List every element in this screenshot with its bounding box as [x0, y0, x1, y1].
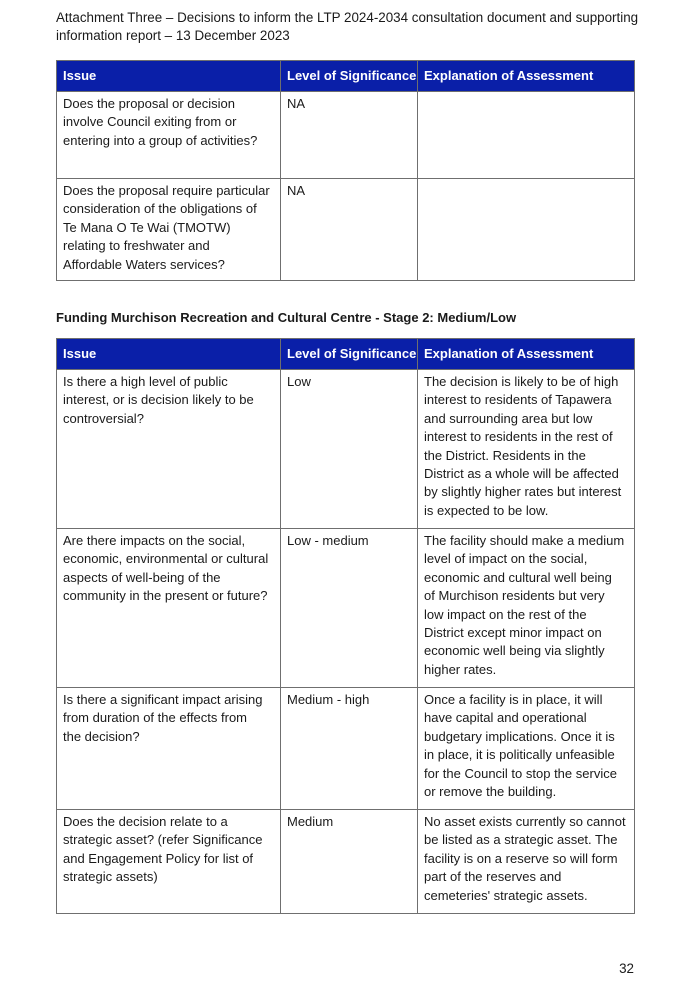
explanation-cell-line: District except minor impact on	[424, 625, 602, 641]
explanation-cell-line: No asset exists currently so cannot	[424, 814, 626, 829]
assessment-table-2	[56, 338, 635, 914]
explanation-cell-line: in place, it is politically unfeasible	[424, 747, 615, 763]
table-row	[57, 370, 635, 529]
issue-cell-line: Are there impacts on the social,	[63, 533, 246, 548]
issue-cell-line: relating to freshwater and	[63, 238, 210, 254]
issue-cell-line: consideration of the obligations of	[63, 201, 257, 217]
issue-cell	[57, 179, 281, 281]
level-cell: Low	[281, 370, 418, 529]
issue-cell-line: Te Mana O Te Wai (TMOTW)	[63, 219, 231, 235]
column-header-issue: Issue	[57, 339, 281, 370]
explanation-cell-line: the District. Residents in the	[424, 447, 586, 463]
table-row	[57, 529, 635, 688]
header-line-1: Attachment Three – Decisions to inform the LTP 2024-2034 consultation document and supporting	[56, 10, 639, 25]
section-title: Funding Murchison Recreation and Cultural Centre - Stage 2: Medium/Low	[56, 310, 517, 325]
table-2-body	[57, 370, 635, 914]
issue-cell	[57, 370, 281, 529]
explanation-cell	[418, 179, 635, 281]
header-line-2: information report – 13 December 2023	[56, 27, 290, 43]
explanation-cell-line: is expected to be low.	[424, 502, 549, 518]
issue-cell-line: Is there a high level of public	[63, 374, 228, 389]
issue-cell-line: involve Council exiting from or	[63, 114, 237, 130]
explanation-cell-line: interest to residents of Tapawera	[424, 392, 612, 408]
column-header-level: Level of Significance	[281, 339, 418, 370]
explanation-cell-line: The decision is likely to be of high	[424, 374, 619, 389]
explanation-cell-line: by slightly higher rates but interest	[424, 484, 622, 500]
column-header-explanation: Explanation of Assessment	[418, 339, 635, 370]
assessment-table-1	[56, 60, 635, 281]
issue-cell	[57, 688, 281, 810]
issue-cell-line: Does the proposal or decision	[63, 96, 235, 111]
table-row	[57, 810, 635, 914]
explanation-cell-line: part of the reserves and	[424, 869, 562, 885]
table-row	[57, 688, 635, 810]
issue-cell-line: Is there a significant impact arising	[63, 692, 263, 707]
explanation-cell	[418, 688, 635, 810]
explanation-cell-line: interest to residents in the rest of	[424, 429, 613, 445]
explanation-cell-line: of Murchison residents but very	[424, 588, 605, 604]
issue-cell-line: Does the proposal require particular	[63, 183, 270, 198]
level-cell: NA	[281, 92, 418, 179]
issue-cell	[57, 92, 281, 179]
explanation-cell	[418, 92, 635, 179]
level-cell: Medium - high	[281, 688, 418, 810]
explanation-cell-line: or remove the building.	[424, 784, 557, 800]
issue-cell-line: strategic asset? (refer Significance	[63, 832, 263, 848]
explanation-cell-line: economic well being via slightly	[424, 643, 605, 659]
issue-cell-line: community in the present or future?	[63, 588, 268, 604]
column-header-issue: Issue	[57, 61, 281, 92]
issue-cell-line: entering into a group of activities?	[63, 132, 258, 148]
explanation-cell-line: and surrounding area but low	[424, 410, 593, 426]
explanation-cell-line: for the Council to stop the service	[424, 765, 617, 781]
table-header-row	[57, 339, 635, 370]
table-row	[57, 92, 635, 179]
issue-cell	[57, 810, 281, 914]
explanation-cell	[418, 810, 635, 914]
explanation-cell-line: budgetary implications. Once it is	[424, 728, 615, 744]
explanation-cell-line: Once a facility is in place, it will	[424, 692, 603, 707]
column-header-explanation: Explanation of Assessment	[418, 61, 635, 92]
page-header	[56, 9, 639, 44]
table-header-row	[57, 61, 635, 92]
explanation-cell	[418, 370, 635, 529]
issue-cell-line: Affordable Waters services?	[63, 256, 225, 272]
page-number: 32	[619, 961, 634, 976]
level-cell: NA	[281, 179, 418, 281]
level-cell: Medium	[281, 810, 418, 914]
column-header-level: Level of Significance	[281, 61, 418, 92]
issue-cell	[57, 529, 281, 688]
explanation-cell-line: District as a whole will be affected	[424, 466, 619, 482]
explanation-cell-line: low impact on the rest of the	[424, 606, 587, 622]
explanation-cell	[418, 529, 635, 688]
table-1-body	[57, 92, 635, 281]
issue-cell-line: controversial?	[63, 410, 144, 426]
explanation-cell-line: economic and cultural well being	[424, 569, 612, 585]
issue-cell-line: aspects of well-being of the	[63, 569, 221, 585]
explanation-cell-line: have capital and operational	[424, 710, 587, 726]
issue-cell-line: and Engagement Policy for list of	[63, 850, 254, 866]
table-row	[57, 179, 635, 281]
explanation-cell-line: cemeteries' strategic assets.	[424, 887, 588, 903]
issue-cell-line: the decision?	[63, 728, 140, 744]
issue-cell-line: interest, or is decision likely to be	[63, 392, 254, 408]
issue-cell-line: Does the decision relate to a	[63, 814, 228, 829]
explanation-cell-line: The facility should make a medium	[424, 533, 625, 548]
explanation-cell-line: be listed as a strategic asset. The	[424, 832, 618, 848]
level-cell: Low - medium	[281, 529, 418, 688]
issue-cell-line: economic, environmental or cultural	[63, 551, 269, 567]
issue-cell-line: strategic assets)	[63, 869, 158, 885]
explanation-cell-line: level of impact on the social,	[424, 551, 588, 567]
issue-cell-line: from duration of the effects from	[63, 710, 248, 726]
explanation-cell-line: facility is on a reserve so will form	[424, 850, 618, 866]
explanation-cell-line: higher rates.	[424, 661, 497, 677]
